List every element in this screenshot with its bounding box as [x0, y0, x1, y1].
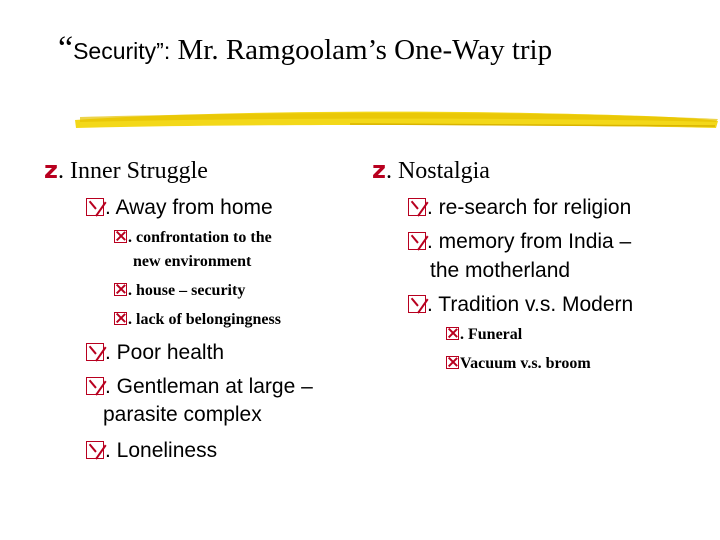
- x-box-icon: [446, 356, 459, 369]
- y-box-icon: [86, 198, 104, 216]
- title-rest: Mr. Ramgoolam’s One-Way trip: [170, 34, 553, 66]
- list-item: . confrontation to the: [114, 230, 272, 246]
- y-box-icon: [408, 295, 426, 313]
- list-item: . lack of belongingness: [114, 312, 281, 328]
- list-item: . memory from India –: [408, 231, 631, 252]
- list-item: Vacuum v.s. broom: [446, 356, 591, 372]
- x-box-icon: [114, 283, 127, 296]
- left-heading: z. Inner Struggle: [44, 156, 208, 184]
- list-item: . Tradition v.s. Modern: [408, 294, 633, 315]
- y-box-icon: [86, 343, 104, 361]
- y-box-icon: [408, 198, 426, 216]
- slide-title: [58, 30, 698, 68]
- y-box-icon: [86, 441, 104, 459]
- y-box-icon: [408, 232, 426, 250]
- title-underline-brush: [70, 104, 720, 134]
- list-item: . Poor health: [86, 342, 224, 363]
- list-item: . house – security: [114, 283, 245, 299]
- list-item-continuation: the motherland: [430, 259, 571, 282]
- z-bullet-icon: z: [372, 156, 386, 184]
- list-item: . Funeral: [446, 327, 522, 343]
- list-item: . Gentleman at large –: [86, 376, 313, 397]
- right-heading: z. Nostalgia: [372, 156, 490, 184]
- list-item-continuation: new environment: [133, 253, 252, 270]
- x-box-icon: [114, 312, 127, 325]
- y-box-icon: [86, 377, 104, 395]
- list-item: . Loneliness: [86, 440, 217, 461]
- title-quote: “: [58, 30, 74, 67]
- title-security: Security”:: [73, 38, 171, 64]
- x-box-icon: [114, 230, 127, 243]
- z-bullet-icon: z: [44, 156, 58, 184]
- x-box-icon: [446, 327, 459, 340]
- list-item-continuation: parasite complex: [103, 403, 262, 426]
- list-item: . re-search for religion: [408, 197, 631, 218]
- list-item: . Away from home: [86, 197, 273, 218]
